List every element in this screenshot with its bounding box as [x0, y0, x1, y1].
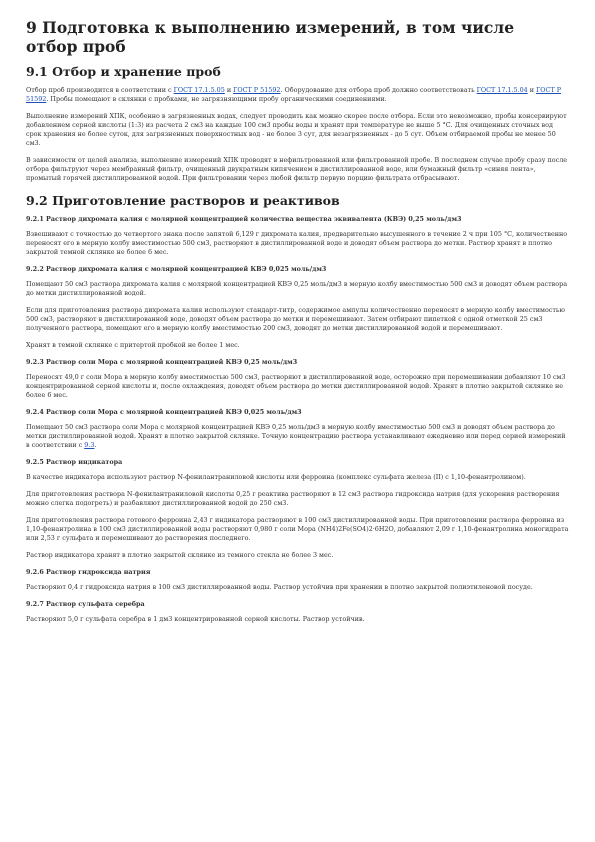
link-gost-r-51592-2[interactable]: ГОСТ Р 51592 — [26, 86, 562, 103]
paragraph-9-2-3: Переносят 49,0 г соли Мора в мерную колбу вместимостью 500 см3, растворяют в дистиллированной воде, осторожно при перемешивании добавляют 10 см3 концентрированной серной кислоты и, после охлаждения, доводят объем раствора до метки дистиллированной водой. Хранят в плотно закрытой склянке не более 6 мес. — [26, 373, 566, 399]
heading-9-2-7: 9.2.7 Раствор сульфата серебра — [26, 600, 145, 608]
text-span: . Пробы помещают в склянки с пробками, не загрязняющими пробу органическими соединениями. — [46, 95, 387, 103]
heading-9-2-4: 9.2.4 Раствор соли Мора с молярной концентрацией КВЭ 0,025 моль/дм3 — [26, 408, 302, 416]
paragraph-9-1-storage: Выполнение измерений ХПК, особенно в загрязненных водах, следует проводить как можно скорее после отбора. Если это невозможно, пробы консервируют добавлением серной кислоты (1:3) из расчета 2 см3 на каждые 100 см3 пробы воды и хранят при температуре не выше 5 °С. Для очищенных сточных вод срок хранения не более суток, для загрязненных поверхностных вод - не более 3 сут, для незагрязненных - до 5 сут. Объем отбираемой пробы не менее 50 см3. — [26, 112, 567, 147]
link-gost-17-1-5-05[interactable]: ГОСТ 17.1.5.05 — [173, 86, 225, 94]
heading-9-2-3: 9.2.3 Раствор соли Мора с молярной концентрацией КВЭ 0,25 моль/дм3 — [26, 358, 298, 366]
heading-9-2-1: 9.2.1 Раствор дихромата калия с молярной концентрацией количества вещества эквивалента (КВЭ) 0,25 моль/дм3 — [26, 215, 462, 223]
text-span: и — [527, 86, 537, 94]
heading-9-2-5: 9.2.5 Раствор индикатора — [26, 458, 123, 466]
paragraph-9-2-5-c: Для приготовления раствора готового ферроина 2,43 г индикатора растворяют в 100 см3 дистиллированной воды. При приготовлении раствора ферроина из 1,10-фенантролина в 100 см3 дистиллированной воды растворяют 0,980 г соли Мора (NH4)2Fe(SO4)2·6H2O, добавляют 2,09 г 1,10-фенантролина моногидрата или 2,53 г сульфата и перемешивают до растворения последнего. — [26, 516, 569, 542]
paragraph-9-2-6: Растворяют 0,4 г гидроксида натрия в 100 см3 дистиллированной воды. Раствор устойчив при хранении в плотно закрытой полиэтиленовой посуде. — [26, 583, 533, 591]
paragraph-9-2-4 — [26, 423, 569, 450]
paragraph-9-2-5-b: Для приготовления раствора N-фенилантраниловой кислоты 0,25 г реактива растворяют в 12 см3 раствора гидроксида натрия (для ускорения растворения можно слегка подогреть) и разбавляют дистиллированной водой до 250 см3. — [26, 490, 560, 507]
heading-9-2-6: 9.2.6 Раствор гидроксида натрия — [26, 568, 151, 576]
subsection-9-1-heading: 9.1 Отбор и хранение проб — [26, 64, 221, 79]
link-section-9-3[interactable]: 9.3 — [84, 441, 95, 449]
text-span: . Оборудование для отбора проб должно соответствовать — [280, 86, 477, 94]
paragraph-9-1-filtering: В зависимости от целей анализа, выполнение измерений ХПК проводят в нефильтрованной или фильтрованной пробе. В последнем случае пробу сразу после отбора фильтруют через мембранный фильтр, очищенный двукратным кипячением в дистиллированной воде, или бумажный фильтр «синяя лента», промытый горячей дистиллированной водой. При фильтровании через любой фильтр первую порцию фильтрата отбрасывают. — [26, 156, 568, 182]
paragraph-9-2-5-a: В качестве индикатора используют раствор N-фенилантраниловой кислоты или ферроина (комплекс сульфата железа (II) с 1,10-фенантролином). — [26, 473, 526, 481]
heading-9-2-2: 9.2.2 Раствор дихромата калия с молярной концентрацией КВЭ 0,025 моль/дм3 — [26, 265, 327, 273]
paragraph-9-2-2-b: Если для приготовления раствора дихромата калия используют стандарт-титр, содержимое ампулы количественно переносят в мерную колбу вместимостью 500 см3, растворяют в дистиллированной воде, доводят объем раствора до метки и перемешивают. Затем отбирают пипеткой с одной отметкой 25 см3 полученного раствора, помещают его в мерную колбу вместимостью 200 см3, доводят до метки дистиллированной водой и перемешивают. — [26, 306, 565, 332]
link-gost-r-51592[interactable]: ГОСТ Р 51592 — [233, 86, 281, 94]
paragraph-9-2-2-c: Хранят в темной склянке с притертой пробкой не более 1 мес. — [26, 341, 240, 349]
paragraph-9-2-1: Взвешивают с точностью до четвертого знака после запятой 6,129 г дихромата калия, предварительно высушенного в течение 2 ч при 105 °С, количественно переносят его в мерную колбу вместимостью 500 см3, растворяют в дистиллированной воде и доводят объем раствора до метки. Раствор хранят в плотно закрытой темной склянке не более 6 мес. — [26, 230, 568, 256]
paragraph-9-2-7: Растворяют 5,0 г сульфата серебра в 1 дм3 концентрированной серной кислоты. Раствор устойчив. — [26, 615, 365, 623]
text-span: . — [94, 441, 97, 449]
text-span: и — [224, 86, 234, 94]
paragraph-9-1-sampling — [26, 86, 569, 104]
text-span: Помещают 50 см3 раствора соли Мора с молярной концентрацией КВЭ 0,25 моль/дм3 в мерную колбу вместимостью 500 см3 и доводят объем раствора до метки дистиллированной водой. Хранят в плотно закрытой склянке. Точную концентрацию раствора устанавливают ежедневно или перед серией измерений в соответствии с — [26, 423, 566, 449]
text-span: Отбор проб производится в соответствии с — [26, 86, 174, 94]
subsection-9-2-heading: 9.2 Приготовление растворов и реактивов — [26, 193, 340, 208]
link-gost-17-1-5-04[interactable]: ГОСТ 17.1.5.04 — [476, 86, 528, 94]
paragraph-9-2-2-a: Помещают 50 см3 раствора дихромата калия с молярной концентрацией КВЭ 0,25 моль/дм3 в мерную колбу вместимостью 500 см3 и доводят объем раствора до метки дистиллированной водой. — [26, 280, 568, 297]
section-title: 9 Подготовка к выполнению измерений, в том числе отбор проб — [26, 18, 515, 56]
paragraph-9-2-5-d: Раствор индикатора хранят в плотно закрытой склянке из темного стекла не более 3 мес. — [26, 551, 334, 559]
